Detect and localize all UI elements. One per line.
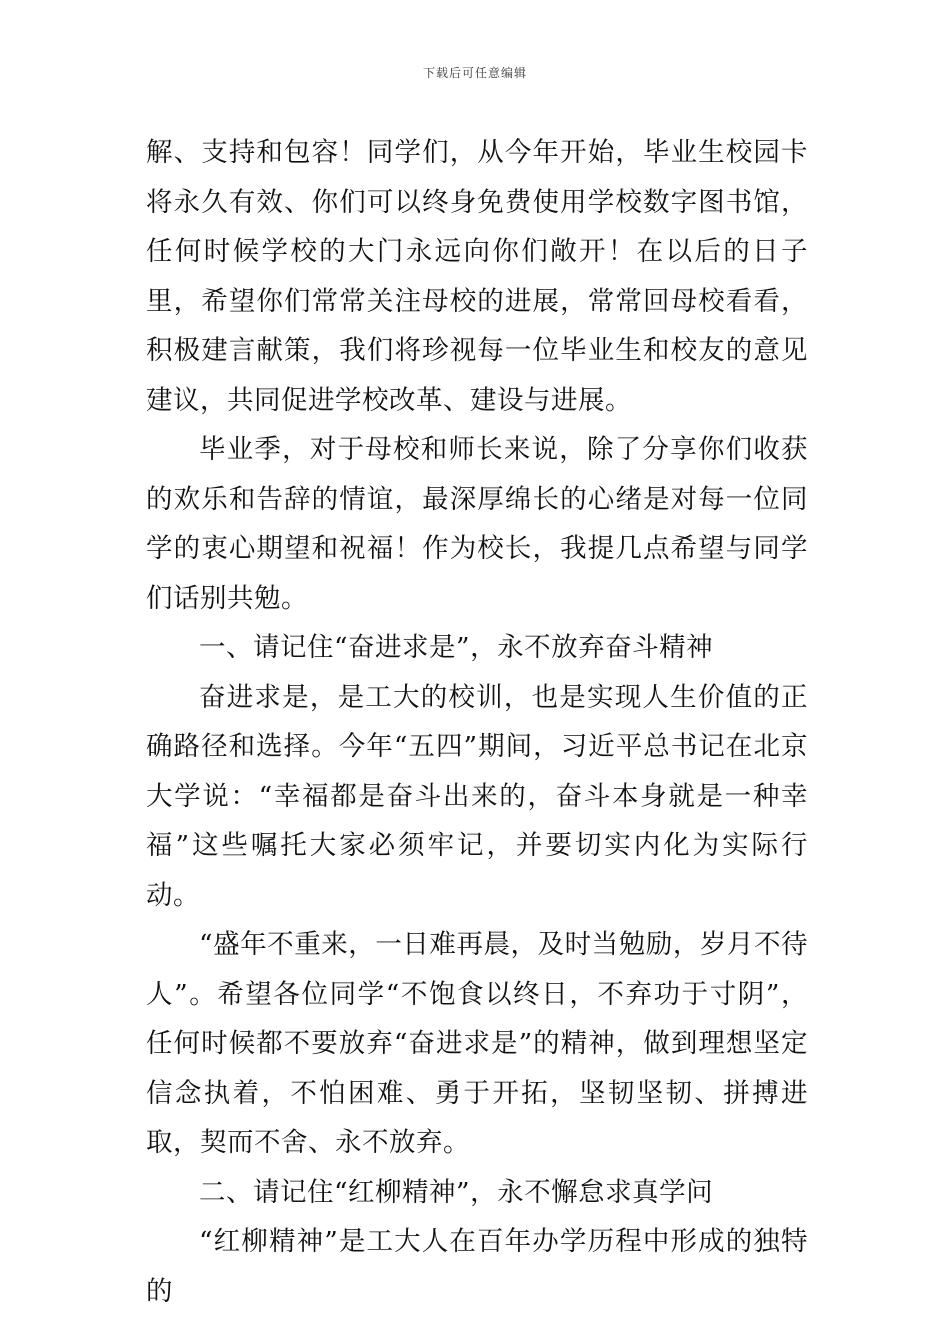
paragraph-5: “红柳精神”是工大人在百年办学历程中形成的独特的: [146, 1226, 808, 1307]
document-body: [146, 128, 808, 1316]
page-header-note: 下载后可任意编辑: [422, 66, 527, 80]
section-heading-1: 一、请记住“奋进求是”，永不放弃奋斗精神: [199, 632, 714, 663]
paragraph-3: 奋进求是，是工大的校训，也是实现人生价值的正确路径和选择。今年“五四”期间，习近平总书记在北京大学说：“幸福都是奋斗出来的，奋斗本身就是一种幸福”这些嘱托大家必须牢记，并要切实内化为实际行动。: [146, 681, 808, 911]
paragraph-4: “盛年不重来，一日难再晨，及时当勉励，岁月不待人”。希望各位同学“不饱食以终日，不弃功于寸阴”，任何时候都不要放弃“奋进求是”的精神，做到理想坚定信念执着，不怕困难、勇于开拓，坚韧坚韧、拼搏进取，契而不舍、永不放弃。: [146, 929, 808, 1158]
section-heading-2: 二、请记住“红柳精神”，永不懈怠求真学问: [199, 1176, 714, 1208]
paragraph-1: 解、支持和包容！同学们，从今年开始，毕业生校园卡将永久有效、你们可以终身免费使用学校数字图书馆，任何时候学校的大门永远向你们敞开！在以后的日子里，希望你们常常关注母校的进展，常常回母校看看，积极建言献策，我们将珍视每一位毕业生和校友的意见建议，共同促进学校改革、建设与进展。: [146, 137, 808, 416]
paragraph-2: 毕业季，对于母校和师长来说，除了分享你们收获的欢乐和告辞的情谊，最深厚绵长的心绪是对每一位同学的衷心期望和祝福！作为校长，我提几点希望与同学们话别共勉。: [146, 434, 808, 614]
